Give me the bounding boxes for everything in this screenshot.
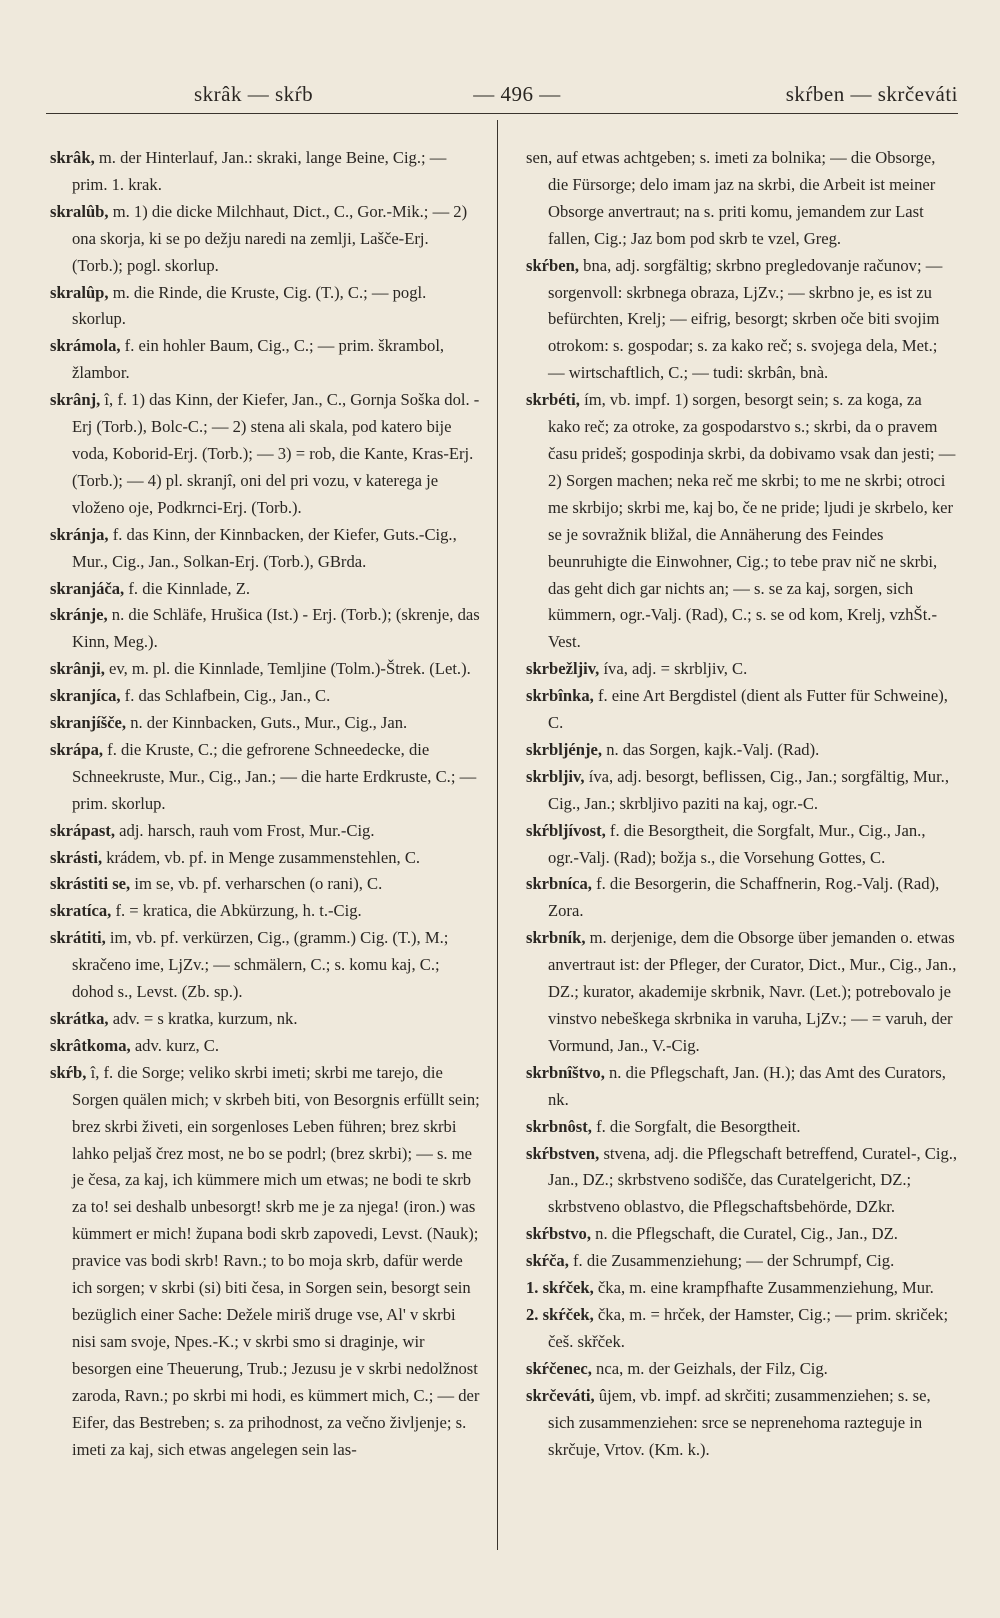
dictionary-entry xyxy=(50,145,480,199)
dictionary-entry xyxy=(526,683,958,737)
entry-definition: f. eine Art Bergdistel (dient als Futter für Schweine), C. xyxy=(548,686,948,733)
entry-definition: f. die Kinnlade, Z. xyxy=(124,578,251,598)
entry-headword: skŕčenec, xyxy=(526,1358,592,1378)
entry-headword: skrbníca, xyxy=(526,874,592,894)
entry-definition: m. die Rinde, die Kruste, Cig. (T.), C.; — pogl. skorlup. xyxy=(72,282,427,329)
dictionary-entry xyxy=(526,1302,958,1356)
entry-definition: f. die Kruste, C.; die gefrorene Schneedecke, die Schneekruste, Mur., Cig., Jan.; — die harte Erdkruste, C.; — prim. skorlup. xyxy=(72,739,477,813)
entry-headword: skrâtkoma, xyxy=(50,1035,131,1055)
entry-headword: skrástiti se, xyxy=(50,874,131,894)
entry-headword: skrâk, xyxy=(50,148,95,167)
entry-definition: sen, auf etwas achtgeben; s. imeti za bolnika; — die Obsorge, die Fürsorge; delo imam jaz na skrbi, die Arbeit ist meiner Obsorge anvertraut; na s. priti komu, jemandem zur Last fallen, Cig.; Jaz bom pod skrb te vzel, Greg. xyxy=(526,148,936,248)
entry-headword: skrbljénje, xyxy=(526,739,603,759)
entry-definition: krádem, vb. pf. in Menge zusammenstehlen, C. xyxy=(102,847,421,867)
entry-headword: skŕb, xyxy=(50,1062,87,1082)
dictionary-entry xyxy=(50,387,480,522)
entry-definition: n. die Pflegschaft, Jan. (H.); das Amt des Curators, nk. xyxy=(548,1062,946,1109)
entry-definition: ûjem, vb. impf. ad skrčiti; zusammenziehen; s. se, sich zusammenziehen: srce se neprenehoma razteguje in skrčuje, Vrtov. (Km. k.). xyxy=(548,1385,931,1459)
column-divider xyxy=(497,120,498,1550)
entry-definition: im, vb. pf. verkürzen, Cig., (gramm.) Cig. (T.), M.; skračeno ime, LjZv.; — schmälern, C.; s. komu kaj, C.; dohod s., Levst. (Zb. sp.). xyxy=(72,928,449,1002)
entry-definition: f. die Sorgfalt, die Besorgtheit. xyxy=(591,1116,801,1136)
entry-headword: skralûb, xyxy=(50,201,109,221)
entry-definition: adj. harsch, rauh vom Frost, Mur.-Cig. xyxy=(115,820,375,840)
entry-headword: skrámola, xyxy=(50,336,121,356)
entry-headword: skŕča, xyxy=(526,1251,569,1271)
entry-definition: f. das Kinn, der Kinnbacken, der Kiefer, Guts.-Cig., Mur., Cig., Jan., Solkan-Erj. (Torb.), GBrda. xyxy=(72,524,457,571)
dictionary-entry xyxy=(50,710,480,737)
dictionary-entry xyxy=(50,898,480,925)
entry-definition: íva, adj. besorgt, beflissen, Cig., Jan.; sorgfältig, Mur., Cig., Jan.; skrbljivo paziti na kaj, ogr.-C. xyxy=(548,766,949,813)
entry-headword: 2. skŕček, xyxy=(526,1304,594,1324)
dictionary-entry xyxy=(526,1060,958,1114)
entry-definition: î, f. die Sorge; veliko skrbi imeti; skrbi me tarejo, die Sorgen quälen mich; v skrbeh biti, von Besorgnis erfüllt sein; brez skrbi živeti, ein sorgenloses Leben führen; brez skrbi lahko peljaš črez most, ne bo se podrl; (brez skrbi); — s. me je česa, za kaj, ich kümmere mich um etwas; ne bodi te skrb za to! sei deshalb unbesorgt! skrb me je za njega! (iron.) was kümmert er mich! županа bodi skrb zapovedi, Levst. (Nauk); pravice vas bodi skrb! Ravn.; to bo moja skrb, dafür werde ich sorgen; v skrbi (si) biti česa, in Sorgen sein, besorgt sein bezüglich einer Sache: Dežele miriš druge vse, Al' v skrbi nisi sam svoje, Npes.-K.; v skrbi smo si draginje, wir besorgen eine Theuerung, Trub.; Jezusu je v skrbi nedolžnost zaroda, Ravn.; po skrbi mi hodi, es kümmert mich, C.; — der Eifer, das Bestreben; s. za prihodnost, za večno življenje; s. imeti za kaj, sich etwas angelegen sein las- xyxy=(72,1062,480,1459)
entry-headword: skrbéti, xyxy=(526,390,580,410)
entry-headword: skranjíca, xyxy=(50,686,121,706)
right-column xyxy=(526,145,958,1463)
entry-definition: íva, adj. = skrbljiv, C. xyxy=(599,659,748,679)
dictionary-entry xyxy=(50,845,480,872)
entry-headword: skrátiti, xyxy=(50,928,106,948)
entry-headword: skrátka, xyxy=(50,1009,109,1028)
entry-definition: stvena, adj. die Pflegschaft betreffend, Curatel-, Cig., Jan., DZ.; skrbstveno sodišče, das Curatelgericht, DZ.; skrbstveno oblastvo, die Pflegschaftsbehörde, DZkr. xyxy=(548,1143,958,1217)
entry-definition: î, f. 1) das Kinn, der Kiefer, Jan., C., Gornja Soška dol. - Erj (Torb.), Bolc-C.; — 2) stena ali skala, pod katero bije voda, Koborid-Erj. (Torb.); — 3) = rob, die Kante, Kras-Erj. (Torb.); — 4) pl. skranjî, oni del pri vozu, v katerega je vloženo oje, Podkrnci-Erj. (Torb.). xyxy=(72,390,480,517)
dictionary-entry xyxy=(50,683,480,710)
entry-headword: skránja, xyxy=(50,524,109,544)
dictionary-entry xyxy=(526,387,958,656)
entry-headword: skŕbstvo, xyxy=(526,1224,592,1244)
dictionary-entry xyxy=(50,1060,480,1464)
dictionary-entry xyxy=(50,199,480,280)
dictionary-entry xyxy=(50,871,480,898)
dictionary-entry xyxy=(526,1275,958,1302)
entry-headword: skrápa, xyxy=(50,739,104,759)
entry-headword: skralûp, xyxy=(50,282,109,302)
dictionary-entry xyxy=(526,818,958,872)
entry-headword: skrânji, xyxy=(50,659,105,679)
entry-definition: nca, m. der Geizhals, der Filz, Cig. xyxy=(591,1358,828,1378)
header-right-guideword: skŕben — skrčeváti xyxy=(785,82,958,106)
entry-headword: skŕben, xyxy=(526,255,580,275)
dictionary-entry xyxy=(526,1383,958,1464)
dictionary-entry xyxy=(526,871,958,925)
entry-headword: skrbînka, xyxy=(526,686,594,706)
header-left-guideword: skrâk — skŕb xyxy=(194,82,314,106)
entry-definition: f. die Besorgtheit, die Sorgfalt, Mur., Cig., Jan., ogr.-Valj. (Rad); božja s., die Vorsehung Gottes, C. xyxy=(548,820,926,867)
entry-definition: f. ein hohler Baum, Cig., C.; — prim. škrambol, žlambor. xyxy=(72,336,445,383)
entry-definition: f. = kratica, die Abkürzung, h. t.-Cig. xyxy=(111,901,362,921)
dictionary-entry xyxy=(50,333,480,387)
entry-headword: skranjáča, xyxy=(50,578,125,598)
entry-headword: skrbnôst, xyxy=(526,1116,592,1136)
entry-headword: skrânj, xyxy=(50,390,101,410)
entry-headword: skrbljiv, xyxy=(526,766,585,786)
entry-headword: skranjíšče, xyxy=(50,713,127,733)
entry-definition: čka, m. = hrček, der Hamster, Cig.; — prim. skriček; češ. skřček. xyxy=(548,1304,949,1351)
entry-definition: n. der Kinnbacken, Guts., Mur., Cig., Jan. xyxy=(126,713,408,733)
dictionary-entry xyxy=(50,576,480,603)
dictionary-entry xyxy=(50,522,480,576)
entry-headword: 1. skŕček, xyxy=(526,1278,594,1298)
entry-definition: adv. = s kratka, kurzum, nk. xyxy=(108,1009,298,1028)
entry-definition: n. die Pflegschaft, die Curatel, Cig., Jan., DZ. xyxy=(591,1224,898,1244)
entry-headword: skrbník, xyxy=(526,928,586,948)
entry-headword: skránje, xyxy=(50,605,108,625)
left-column xyxy=(50,145,480,1463)
entry-definition: n. das Sorgen, kajk.-Valj. (Rad). xyxy=(602,739,820,759)
dictionary-entry xyxy=(526,1356,958,1383)
entry-definition: bna, adj. sorgfältig; skrbno pregledovanje računov; — sorgenvoll: skrbnega obraza, LjZv.; — skrbno je, es ist zu befürchten, Krelj; — eifrig, besorgt; skrben oče biti svojim otrokom: s. gospodar; s. za kako reč; s. svojega dela, Met.; — wirtschaftlich, C.; — tudi: skrbân, bnà. xyxy=(548,255,943,383)
entry-definition: ím, vb. impf. 1) sorgen, besorgt sein; s. za koga, za kako reč; za otroke, za gospodarstvo s.; skrbi, da o pravem času prideš; gospodinja skrbi, da dobivamo vsak dan jesti; — 2) Sorgen machen; neka reč me skrbi; to me ne skrbi; otroci me skrbijo; skrbi me, kaj bo, če ne pride; ljudi je skrbelo, ker se je sovražnik bližal, die Annäherung des Feindes beunruhigte die Einwohner, Cig.; to tebe prav nič ne skrbi, das geht dich gar nichts an; — s. se za kaj, sorgen, sich kümmern, ogr.-Valj. (Rad), C.; s. se od kom, Krelj, vzhŠt.-Vest. xyxy=(548,390,956,652)
dictionary-entry xyxy=(526,1114,958,1141)
page-header xyxy=(42,76,958,110)
entry-headword: skratíca, xyxy=(50,901,112,921)
dictionary-entry xyxy=(526,1141,958,1222)
entry-headword: skrbežljiv, xyxy=(526,659,600,679)
dictionary-entry xyxy=(526,925,958,1060)
entry-definition: m. 1) die dicke Milchhaut, Dict., C., Gor.-Mik.; — 2) ona skorja, ki se po dežju naredi na zemlji, Lašče-Erj. (Torb.); pogl. skorlup. xyxy=(72,201,468,275)
dictionary-entry xyxy=(526,253,958,388)
dictionary-entry xyxy=(526,737,958,764)
dictionary-entry xyxy=(526,1248,958,1275)
dictionary-entry xyxy=(50,602,480,656)
entry-headword: skrčeváti, xyxy=(526,1385,595,1405)
dictionary-entry xyxy=(50,656,480,683)
dictionary-entry xyxy=(526,764,958,818)
dictionary-entry xyxy=(50,1006,480,1033)
entry-definition: n. die Schläfe, Hrušica (Ist.) - Erj. (Torb.); (skrenje, das Kinn, Meg.). xyxy=(72,605,480,652)
entry-headword: skrbnîštvo, xyxy=(526,1062,605,1082)
entry-definition: f. das Schlafbein, Cig., Jan., C. xyxy=(120,686,331,706)
dictionary-entry xyxy=(50,818,480,845)
dictionary-entry xyxy=(526,1221,958,1248)
dictionary-entry xyxy=(526,145,958,253)
entry-definition: im se, vb. pf. verharschen (o rani), C. xyxy=(130,874,383,894)
dictionary-entry xyxy=(50,925,480,1006)
entry-definition: ev, m. pl. die Kinnlade, Temljine (Tolm.)-Štrek. (Let.). xyxy=(104,659,471,679)
entry-headword: skŕbstven, xyxy=(526,1143,600,1163)
entry-definition: m. derjenige, dem die Obsorge über jemanden o. etwas anvertraut ist: der Pfleger, der Curator, Dict., Mur., Cig., Jan., DZ.; kurator, akademije skrbnik, Navr. (Let.); potrebovalo je vinstvo nebeškega skrbnika in varuha, LjZv.; — = varuh, der Vormund, Jan., V.-Cig. xyxy=(548,928,957,1055)
entry-headword: skrásti, xyxy=(50,847,103,867)
entry-definition: f. die Zusammenziehung; — der Schrumpf, Cig. xyxy=(568,1251,895,1271)
dictionary-entry xyxy=(526,656,958,683)
entry-headword: skrápast, xyxy=(50,820,116,840)
entry-definition: m. der Hinterlauf, Jan.: skraki, lange Beine, Cig.; — prim. 1. krak. xyxy=(72,148,447,194)
page-number: — 496 — xyxy=(473,82,561,106)
dictionary-entry xyxy=(50,737,480,818)
entry-definition: f. die Besorgerin, die Schaffnerin, Rog.-Valj. (Rad), Zora. xyxy=(548,874,940,921)
entry-definition: adv. kurz, C. xyxy=(130,1035,219,1055)
header-rule xyxy=(46,113,958,114)
dictionary-entry xyxy=(50,280,480,334)
entry-headword: skŕbljívost, xyxy=(526,820,606,840)
entry-definition: čka, m. eine krampfhafte Zusammenziehung, Mur. xyxy=(593,1278,934,1298)
dictionary-entry xyxy=(50,1033,480,1060)
